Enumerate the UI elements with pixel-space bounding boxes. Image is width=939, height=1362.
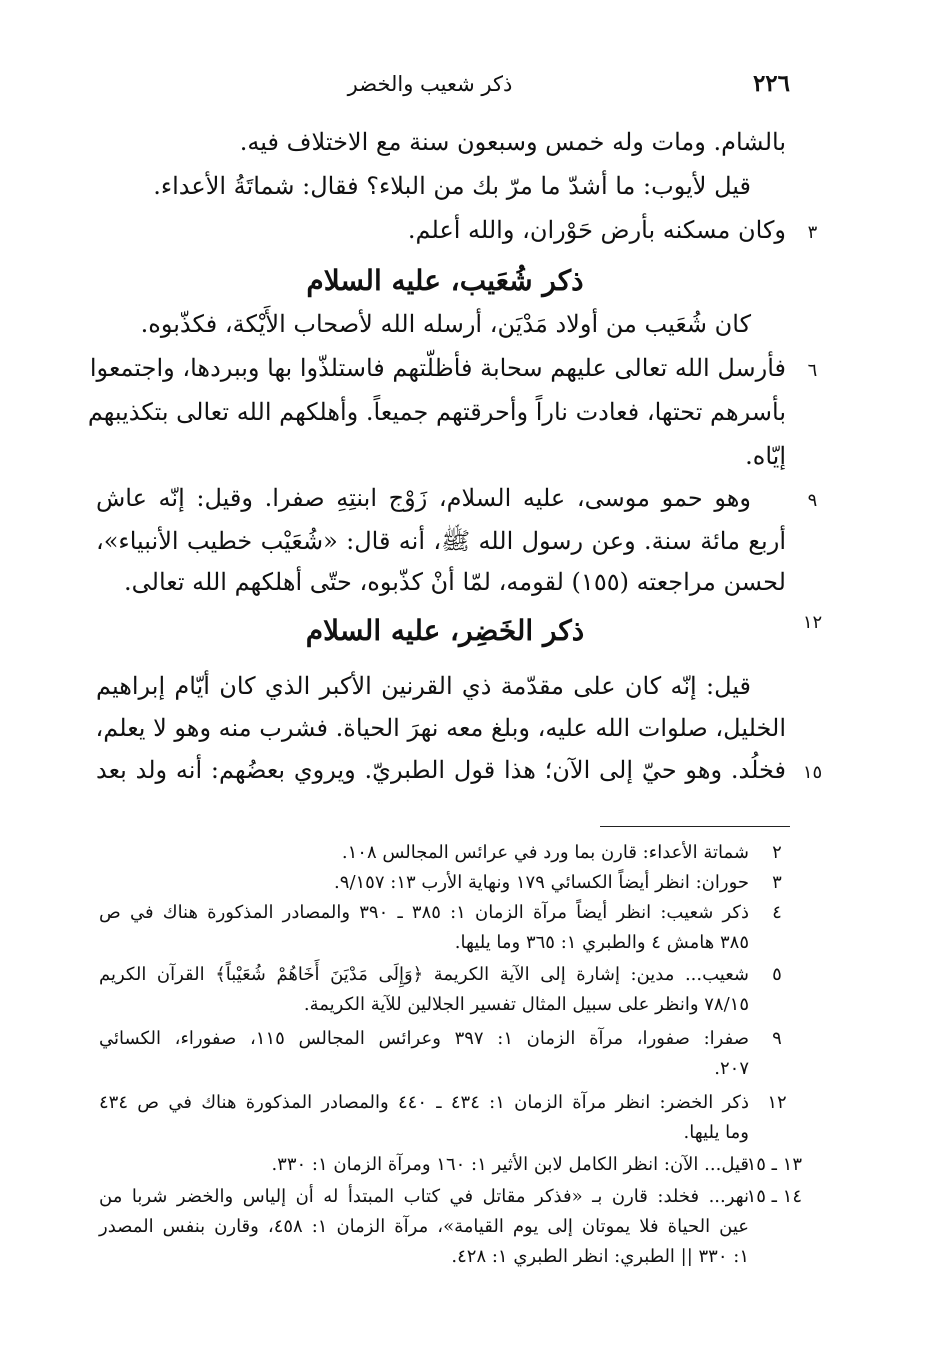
footnote-line: نهر... فخلد: قارن بـ «فذكر مقاتل في كتاب المبتدأ له أن إلياس والخضر شربا من — [99, 1186, 749, 1207]
body-line: كان شُعَيب من أولاد مَدْيَن، أرسله الله لأصحاب الأَيْكة، فكذّبوه. — [140, 310, 751, 338]
footnote-number: ١٤ ـ ١٥ — [746, 1186, 802, 1207]
footnote-line: ٧٨/١٥ وانظر على سبيل المثال تفسير الجلالين للآية الكريمة. — [303, 994, 749, 1015]
running-header-title: ذكر شعيب والخضر — [347, 72, 513, 96]
body-line: الخليل، صلوات الله عليه، وبلغ معه نهرَ الحياة. فشرب منه وهو لا يعلم، — [95, 714, 786, 742]
footnote-number: ٥ — [772, 964, 782, 985]
footnote-line: ٣٨٥ هامش ٤ والطبري ١: ٣٦٥ وما يليها. — [454, 932, 749, 953]
line-number: ١٢ — [802, 612, 823, 633]
footnote-number: ٣ — [772, 872, 782, 893]
footnote-line: شعيب... مدين: إشارة إلى الآية الكريمة ﴿وَإِلَى مَدْيَنَ أَخَاهُمْ شُعَيْباً﴾ القرآن الكريم — [99, 964, 749, 985]
body-line: فخلُد. وهو حيّ إلى الآن؛ هذا قول الطبريّ. ويروي بعضُهم: أنه ولد بعد — [96, 756, 786, 784]
footnote-line: قيل... الآن: انظر الكامل لابن الأثير ١: ١٦٠ ومرآة الزمان ١: ٣٣٠. — [271, 1154, 749, 1175]
footnote-line: حوران: انظر أيضاً الكسائي ١٧٩ ونهاية الأرب ١٣: ٩/١٥٧. — [334, 872, 749, 893]
body-line: إيّاه. — [745, 442, 786, 470]
body-line: قيل: إنّه كان على مقدّمة ذي القرنين الأكبر الذي كان أيّام إبراهيم — [96, 672, 751, 700]
body-line: بالشام. ومات وله خمس وسبعون سنة مع الاختلاف فيه. — [239, 128, 786, 156]
body-line: وكان مسكنه بأرض حَوْران، والله أعلم. — [407, 216, 786, 244]
footnote-number: ١٣ ـ ١٥ — [746, 1154, 802, 1175]
body-line: أربع مائة سنة. وعن رسول الله ﷺ، أنه قال: «شُعَيْب خطيب الأنبياء»، — [96, 527, 786, 555]
footnote-line: صفرا: صفورا، مرآة الزمان ١: ٣٩٧ وعرائس المجالس ١١٥، صفوراء، الكسائي — [99, 1028, 749, 1049]
footnote-number: ٤ — [772, 902, 782, 923]
footnote-separator — [600, 826, 790, 827]
footnote-line: ١: ٣٣٠ || الطبري: انظر الطبري ١: ٤٢٨. — [451, 1246, 749, 1267]
footnote-line: ذكر الخضر: انظر مرآة الزمان ١: ٤٣٤ ـ ٤٤٠ والمصادر المذكورة هناك في ص ٤٣٤ — [99, 1092, 749, 1113]
footnote-line: وما يليها. — [683, 1122, 749, 1143]
footnote-line: ٢٠٧. — [714, 1058, 749, 1079]
page-number: ٢٢٦ — [752, 70, 790, 97]
section-heading-khidr: ذكر الخَضِر، عليه السلام — [305, 614, 585, 647]
line-number: ١٥ — [802, 762, 823, 783]
footnote-line: عين الحياة فلا يموتان إلى يوم القيامة»، مرآة الزمان ١: ٤٥٨، وقارن بنفس المصدر — [99, 1216, 749, 1237]
body-line: بأسرهم تحتها، فعادت ناراً وأحرقتهم جميعاً. وأهلكهم الله تعالى بتكذيبهم — [87, 398, 786, 426]
footnote-line: ذكر شعيب: انظر أيضاً مرآة الزمان ١: ٣٨٥ ـ ٣٩٠ والمصادر المذكورة هناك في ص — [99, 902, 749, 923]
body-line: لحسن مراجعته (١٥٥) لقومه، لمّا أنْ كذّبوه، حتّى أهلكهم الله تعالى. — [124, 568, 786, 596]
body-line: قيل لأيوب: ما أشدّ ما مرّ بك من البلاء؟ فقال: شماتَةُ الأعداء. — [153, 172, 751, 200]
footnote-number: ٩ — [772, 1028, 782, 1049]
line-number: ٩ — [807, 490, 818, 511]
line-number: ٦ — [807, 360, 818, 381]
body-line: وهو حمو موسى، عليه السلام، زَوْج ابنتِهِ صفرا. وقيل: إنّه عاش — [96, 484, 751, 512]
body-line: فأرسل الله تعالى عليهم سحابة فأظلّتهم فاستلذّوا بها وببردها، واجتمعوا — [89, 354, 786, 382]
footnote-number: ١٢ — [767, 1092, 787, 1113]
footnote-number: ٢ — [772, 842, 782, 863]
section-heading-shuayb: ذكر شُعَيب، عليه السلام — [306, 264, 584, 297]
footnote-line: شماتة الأعداء: قارن بما ورد في عرائس المجالس ١٠٨. — [341, 842, 749, 863]
line-number: ٣ — [807, 222, 818, 243]
